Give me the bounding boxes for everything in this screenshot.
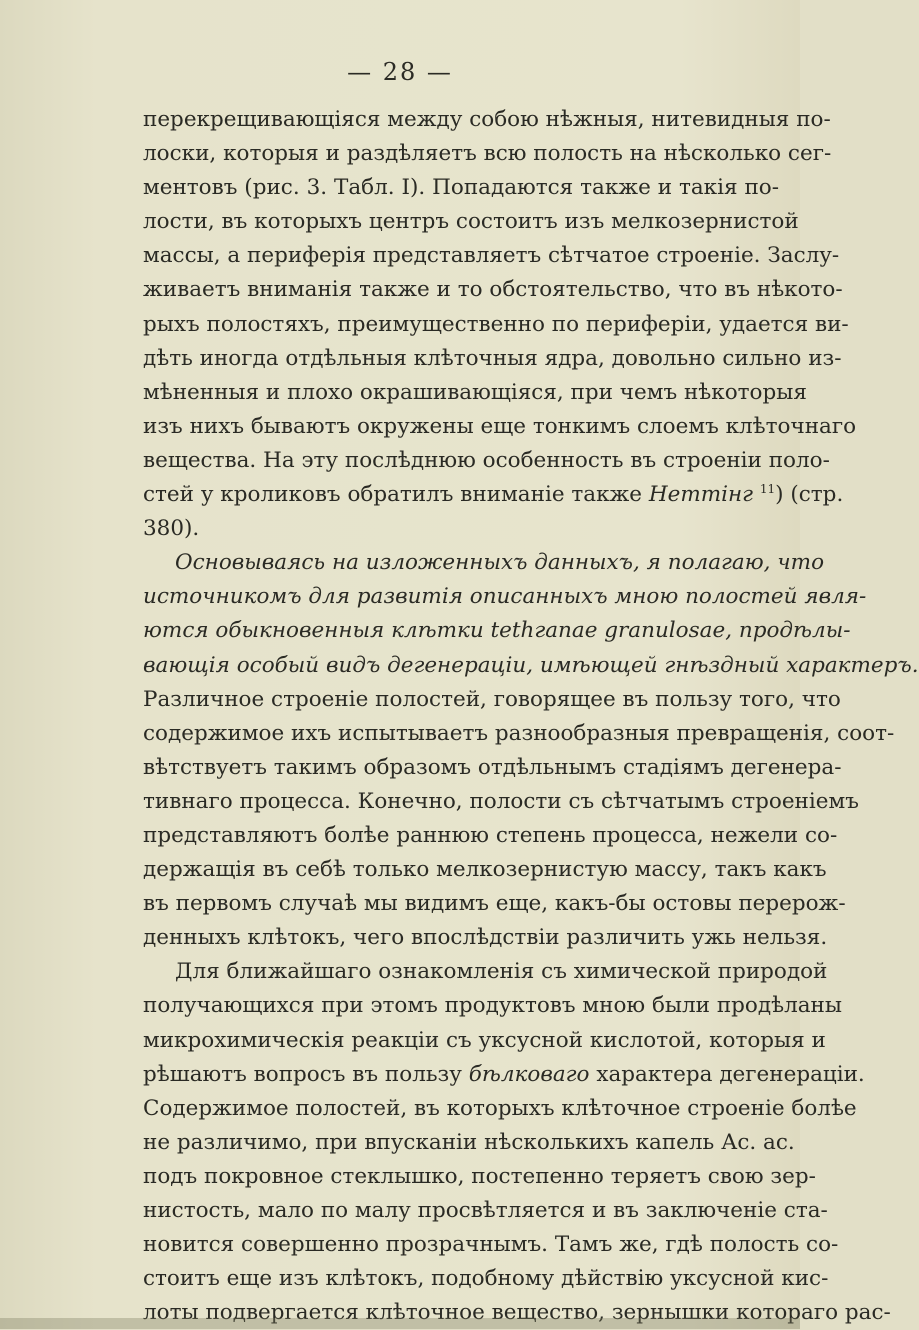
footnote-ref: 11 — [759, 481, 776, 496]
author-name: Неттінг — [648, 482, 754, 508]
line-text: характера дегенераціи. — [589, 1061, 865, 1087]
text-line: въ первомъ случаѣ мы видимъ еще, какъ-бы остовы перерож- — [143, 891, 846, 917]
text-line: не различимо, при впусканіи нѣсколькихъ капель Ас. ас. — [143, 1129, 795, 1155]
text-line: денныхъ клѣтокъ, чего впослѣдствіи различить ужь нельзя. — [143, 925, 828, 951]
line-text: рѣшаютъ вопросъ въ пользу — [143, 1061, 469, 1087]
italic-line: вающія особый видъ дегенераціи, имѣющей гнѣздный характеръ. — [143, 652, 919, 678]
text-line-with-citation — [143, 478, 844, 512]
text-line: Для ближайшаго ознакомленія съ химической природой — [175, 959, 828, 985]
italic-line: Основываясь на изложенныхъ данныхъ, я полагаю, что — [175, 550, 825, 576]
text-line: держащія въ себѣ только мелкозернистую массу, такъ какъ — [143, 857, 827, 883]
text-line: лости, въ которыхъ центръ состоитъ изъ мелкозернистой — [143, 209, 799, 235]
text-line: представляютъ болѣе раннюю степень процесса, нежели со- — [143, 822, 838, 848]
text-line: содержимое ихъ испытываетъ разнообразныя превращенія, соот- — [143, 720, 895, 746]
text-line: вѣтствуетъ такимъ образомъ отдѣльнымъ стадіямъ дегенера- — [143, 754, 842, 780]
text-line: нистость, мало по малу просвѣтляется и въ заключеніе ста- — [143, 1198, 828, 1223]
line-text: ) (стр. — [775, 482, 844, 508]
text-line: 380). — [143, 516, 200, 542]
text-line: массы, а периферія представляетъ сѣтчатое строеніе. Заслу- — [143, 243, 840, 269]
line-text: стей у кроликовъ обратилъ вниманіе также — [143, 482, 649, 508]
text-line: тивнаго процесса. Конечно, полости съ сѣтчатымъ строеніемъ — [143, 788, 859, 814]
text-line: дѣть иногда отдѣльныя клѣточныя ядра, довольно сильно из- — [143, 345, 842, 371]
text-line: Различное строеніе полостей, говорящее въ пользу того, что — [143, 686, 841, 712]
text-line: изъ нихъ бываютъ окружены еще тонкимъ слоемъ клѣточнаго — [143, 413, 857, 439]
body-text — [143, 103, 919, 1330]
italic-line: источникомъ для развитія описанныхъ мною полостей явля- — [143, 584, 867, 610]
text-line: стоитъ еще изъ клѣтокъ, подобному дѣйствію уксусной кис- — [143, 1266, 829, 1292]
text-line: лоски, которыя и раздѣляетъ всю полость на нѣсколько сег- — [143, 141, 832, 167]
page-bottom-edge — [0, 1318, 800, 1329]
text-line: вещества. На эту послѣднюю особенность въ строеніи поло- — [143, 447, 830, 473]
text-line: перекрещивающіяся между собою нѣжныя, нитевидныя по- — [143, 107, 831, 132]
text-line: ментовъ (рис. 3. Табл. I). Попадаются также и такія по- — [143, 175, 779, 201]
text-line: мѣненныя и плохо окрашивающіяся, при чемъ нѣкоторыя — [143, 379, 807, 405]
text-line: рыхъ полостяхъ, преимущественно по периферіи, удается ви- — [143, 311, 849, 337]
text-line: новится совершенно прозрачнымъ. Тамъ же, гдѣ полость со- — [143, 1232, 839, 1258]
text-line: микрохимическія реакціи съ уксусной кислотой, которыя и — [143, 1027, 826, 1053]
text-line: лоты подвергается клѣточное вещество, зернышки котораго рас- — [143, 1300, 891, 1326]
text-line-mixed — [143, 1058, 865, 1092]
page-number: — 28 — — [347, 58, 453, 86]
text-line: подъ покровное стеклышко, постепенно теряетъ свою зер- — [143, 1163, 816, 1189]
text-line: живаетъ вниманія также и то обстоятельство, что въ нѣкото- — [143, 277, 843, 303]
text-line: Содержимое полостей, въ которыхъ клѣточное строеніе болѣе — [143, 1095, 857, 1121]
text-line: получающихся при этомъ продуктовъ мною были продѣланы — [143, 993, 842, 1019]
italic-line: ются обыкновенныя клѣтки tethгапае granulosae, продѣлы- — [143, 618, 851, 644]
emphasis: бѣлковаго — [468, 1061, 590, 1087]
